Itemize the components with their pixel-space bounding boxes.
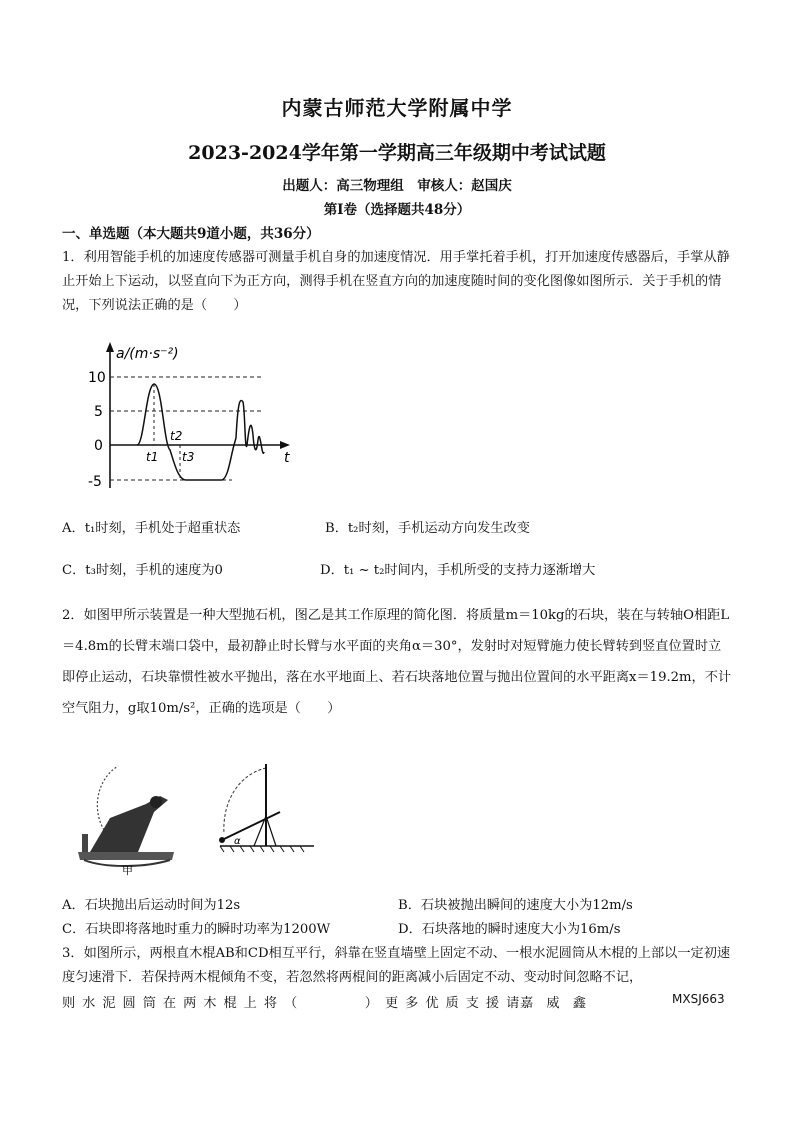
question-2-stem: 2．如图甲所示装置是一种大型抛石机，图乙是其工作原理的简化图．将质量m＝10kg的石块，装在与转轴O相距L＝4.8m的长臂末端口袋中，最初静止时长臂与水平面的夹角α＝30°，发射时对短臂施力使长臂转到竖直位置时立即停止运动，石块靠惯性被水平抛出，落在水平地面上、若石块落地位置与抛出位置间的水平距离x＝19.2m，不计空气阻力，g取10m/s²，正确的选项是（ ）: [62, 608, 732, 716]
graph-ytick-10: 10: [88, 370, 106, 386]
question-3-last-line: 则水泥圆筒在两木棍上将（ ）更多优质支援请: [62, 996, 527, 1011]
graph-ytick-5: 5: [94, 404, 103, 420]
q1-option-a: A．t₁时刻，手机处于超重状态: [62, 521, 241, 536]
q2-option-d: D．石块落地的瞬时速度大小为16m/s: [398, 922, 621, 937]
q1-option-c: C．t₃时刻，手机的速度为0: [62, 563, 223, 578]
acceleration-time-graph: [82, 340, 302, 495]
graph-ytick-0: 0: [94, 438, 103, 454]
document-code: MXSJ663: [672, 992, 725, 1006]
q1-option-b: B．t₂时刻，手机运动方向发生改变: [325, 521, 530, 536]
exam-title: 2023-2024学年第一学期高三年级期中考试试题: [188, 142, 606, 164]
catapult-diagram-yi: [210, 760, 322, 860]
graph-mark-t1: t1: [146, 450, 159, 464]
graph-xlabel: t: [284, 450, 290, 466]
q2-option-c: C．石块即将落地时重力的瞬时功率为1200W: [62, 922, 331, 937]
volume-title: 第Ⅰ卷（选择题共48分）: [323, 202, 471, 218]
authors-line: 出题人：高三物理组 审核人：赵国庆: [282, 178, 512, 194]
q1-option-d: D．t₁ ~ t₂时间内，手机所受的支持力逐渐增大: [320, 563, 596, 578]
graph-ytick-neg5: -5: [88, 474, 102, 490]
q2-option-b: B．石块被抛出瞬间的速度大小为12m/s: [398, 898, 633, 913]
watermark-text: 嘉 威 鑫: [520, 996, 586, 1011]
q2-option-a: A．石块抛出后运动时间为12s: [62, 898, 241, 913]
section-title: 一、单选题（本大题共9道小题，共36分）: [62, 226, 320, 242]
question-1-stem: 1．利用智能手机的加速度传感器可测量手机自身的加速度情况．用手掌托着手机，打开加速度传感器后，手掌从静止开始上下运动，以竖直向下为正方向，测得手机在竖直方向的加速度随时间的变化图像如图所示．关于手机的情况，下列说法正确的是（ ）: [62, 250, 730, 313]
figure-label-alpha: α: [234, 836, 241, 847]
catapult-figure-jia: [74, 760, 180, 878]
graph-mark-t3: t3: [182, 450, 195, 464]
question-3-stem: 3．如图所示，两根直木棍AB和CD相互平行，斜靠在竖直墙壁上固定不动、一根水泥圆筒从木棍的上部以一定初速度匀速滑下．若保持两木棍倾角不变，若忽然将两棍间的距离减小后固定不动、变动时间忽略不记，: [62, 946, 731, 985]
graph-ylabel: a/(m·s⁻²): [116, 346, 179, 362]
figure-label-jia: 甲: [122, 864, 133, 877]
graph-mark-t2: t2: [170, 429, 183, 443]
school-name: 内蒙古师范大学附属中学: [281, 96, 513, 120]
